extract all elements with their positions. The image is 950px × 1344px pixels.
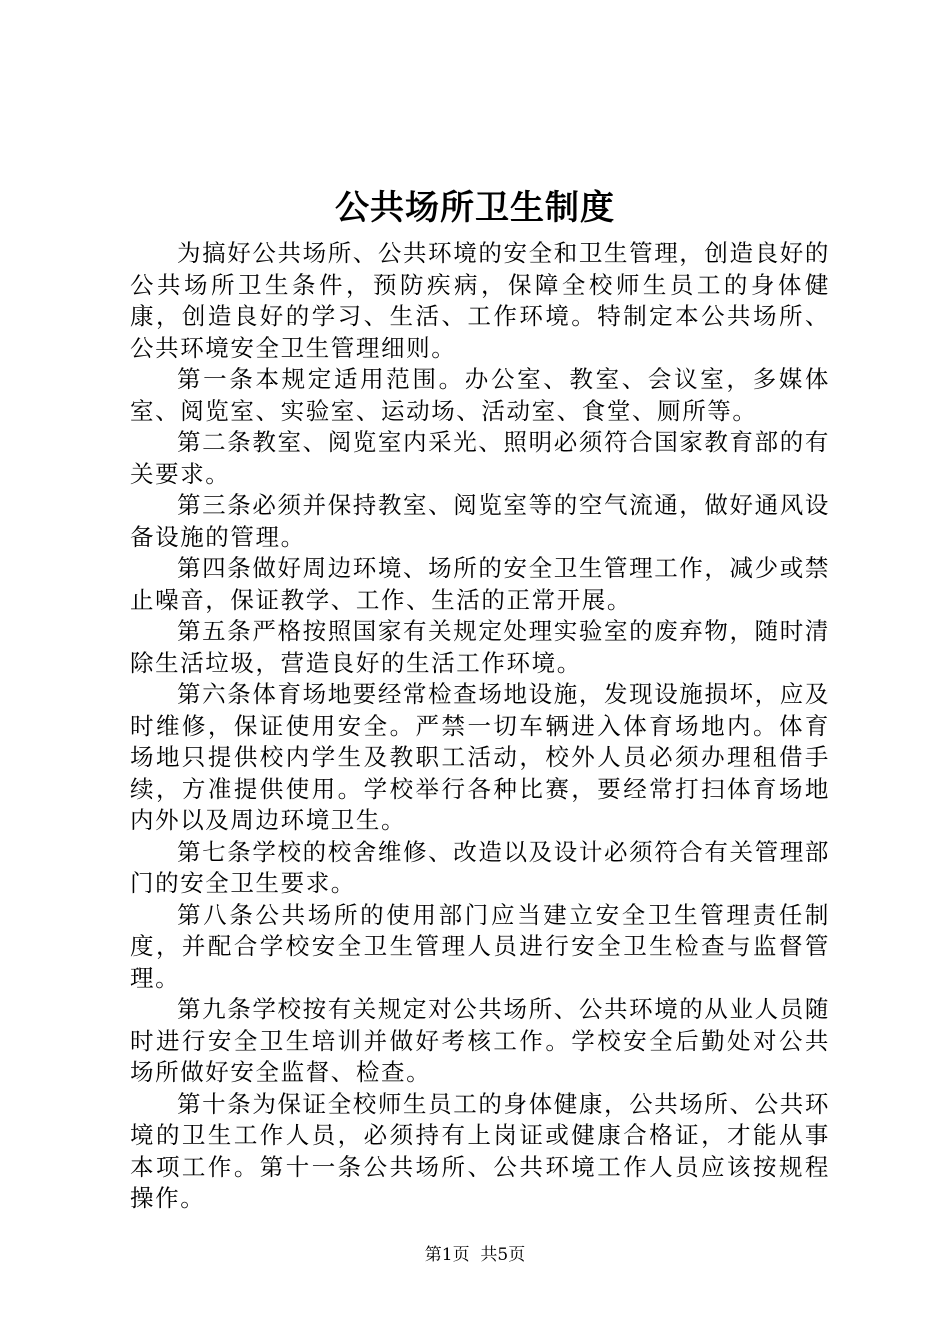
paragraph-article-4: 第四条做好周边环境、场所的安全卫生管理工作，减少或禁止噪音，保证教学、工作、生活的正常开展。 [130, 554, 830, 614]
page-footer [0, 1243, 950, 1267]
paragraph-article-8: 第八条公共场所的使用部门应当建立安全卫生管理责任制度，并配合学校安全卫生管理人员进行安全卫生检查与监督管理。 [130, 900, 830, 992]
paragraph-article-1: 第一条本规定适用范围。办公室、教室、会议室，多媒体室、阅览室、实验室、运动场、活动室、食堂、厕所等。 [130, 365, 830, 425]
page-total: 共5页 [480, 1245, 526, 1265]
paragraph-article-3: 第三条必须并保持教室、阅览室等的空气流通，做好通风设备设施的管理。 [130, 491, 830, 551]
paragraph-article-9: 第九条学校按有关规定对公共场所、公共环境的从业人员随时进行安全卫生培训并做好考核工作。学校安全后勤处对公共场所做好安全监督、检查。 [130, 995, 830, 1086]
paragraph-article-6: 第六条体育场地要经常检查场地设施，发现设施损坏，应及时维修，保证使用安全。严禁一切车辆进入体育场地内。体育场地只提供校内学生及教职工活动，校外人员必须办理租借手续，方准提供使用。学校举行各种比赛，要经常打扫体育场地内外以及周边环境卫生。 [130, 680, 830, 834]
paragraph-article-7: 第七条学校的校舍维修、改造以及设计必须符合有关管理部门的安全卫生要求。 [130, 837, 830, 897]
paragraph-intro: 为搞好公共场所、公共环境的安全和卫生管理，创造良好的公共场所卫生条件，预防疾病，保障全校师生员工的身体健康，创造良好的学习、生活、工作环境。特制定本公共场所、公共环境安全卫生管理细则。 [130, 239, 830, 362]
document-body [130, 238, 830, 1215]
paragraph-article-2: 第二条教室、阅览室内采光、照明必须符合国家教育部的有关要求。 [130, 428, 830, 488]
page-number: 第1页 [424, 1245, 470, 1265]
document-title: 公共场所卫生制度 [335, 188, 615, 228]
paragraph-article-10: 第十条为保证全校师生员工的身体健康，公共场所、公共环境的卫生工作人员，必须持有上岗证或健康合格证，才能从事本项工作。第十一条公共场所、公共环境工作人员应该按规程操作。 [130, 1089, 830, 1212]
paragraph-article-5: 第五条严格按照国家有关规定处理实验室的废弃物，随时清除生活垃圾，营造良好的生活工作环境。 [130, 617, 830, 677]
